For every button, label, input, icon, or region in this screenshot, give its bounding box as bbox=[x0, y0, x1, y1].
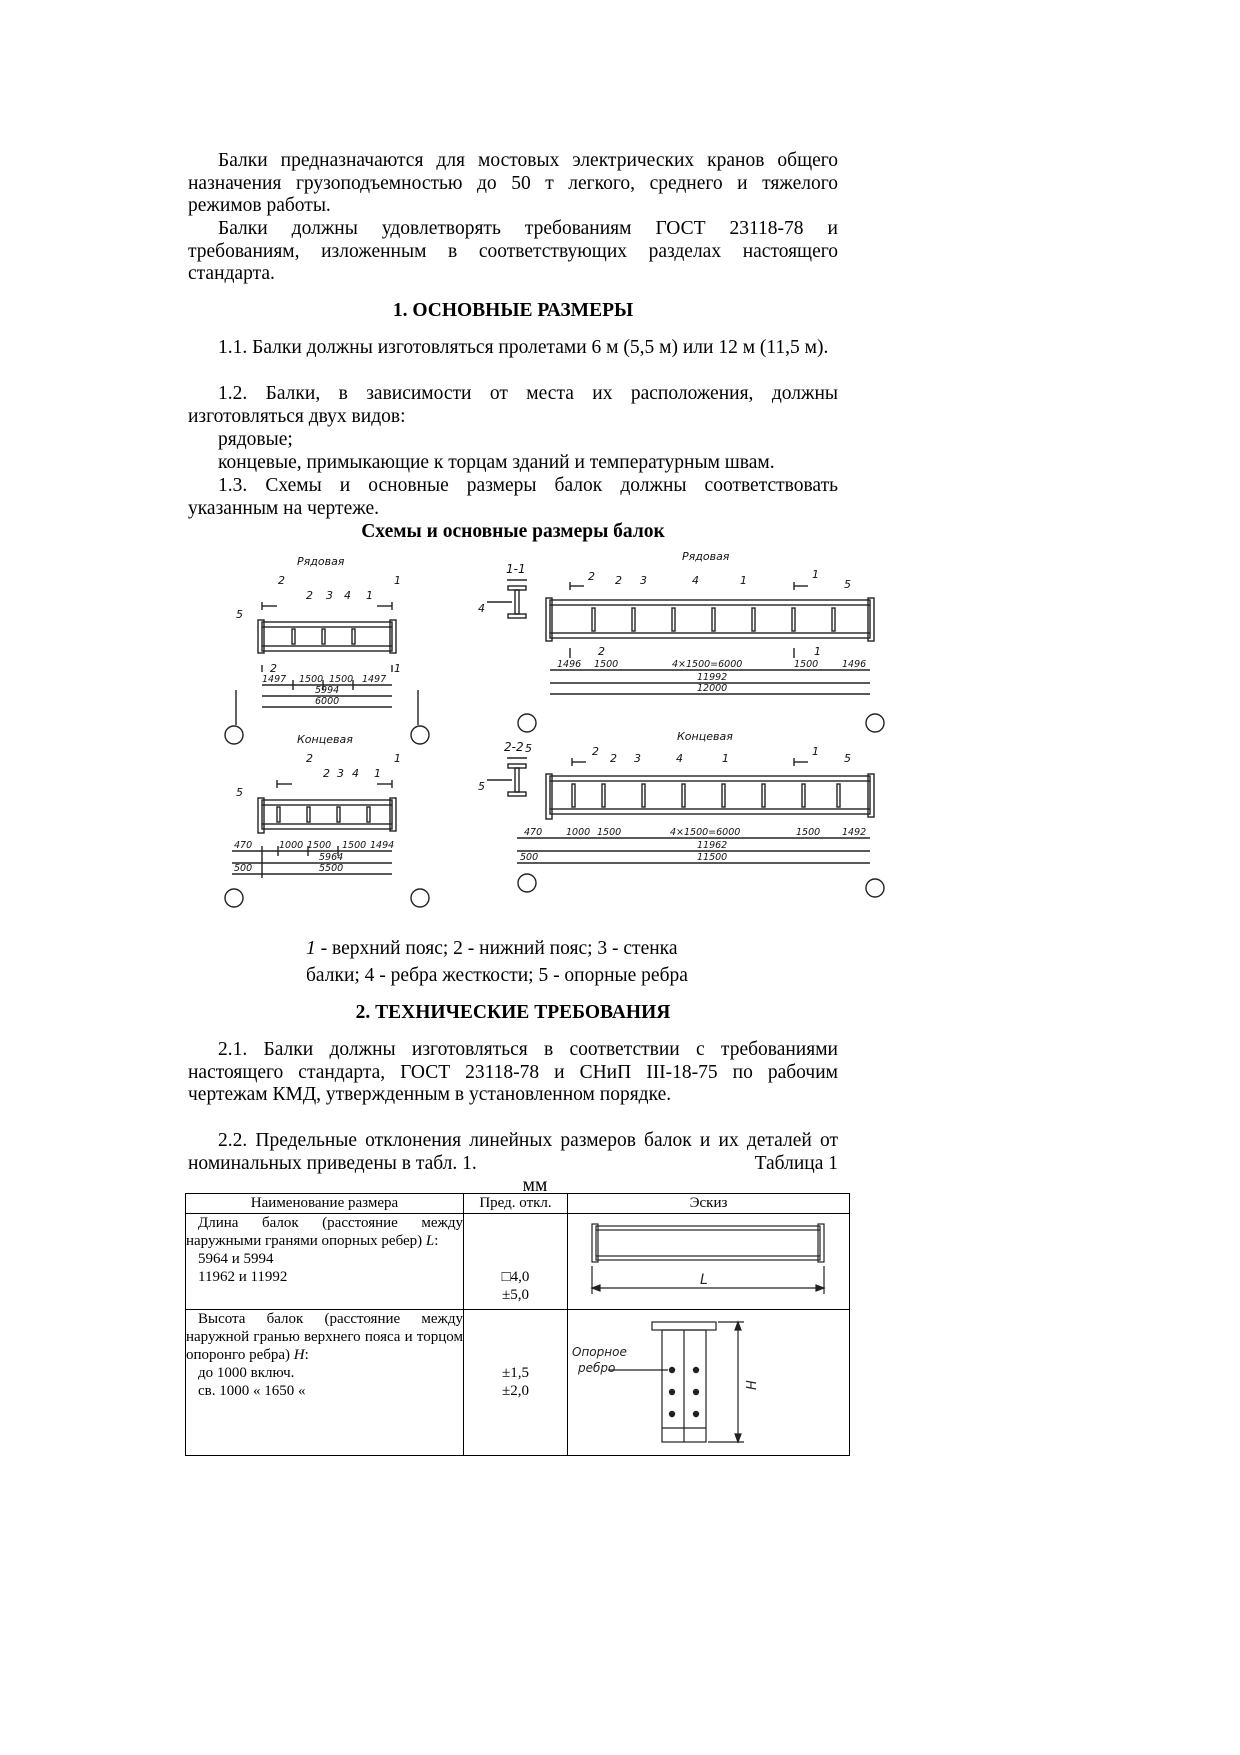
svg-text:1: 1 bbox=[394, 752, 401, 765]
dim-text: 1500 bbox=[329, 674, 354, 685]
svg-text:2: 2 bbox=[270, 662, 277, 675]
svg-text:2: 2 bbox=[306, 752, 313, 765]
clause-1-3: 1.3. Схемы и основные размеры балок должны соответствовать указанным на чертеже. bbox=[188, 475, 838, 519]
row2-tol2: ±2,0 bbox=[502, 1383, 529, 1399]
row2-sub2: св. 1000 « 1650 « bbox=[198, 1383, 306, 1399]
row1-name-cell bbox=[186, 1214, 464, 1310]
table-number: Таблица 1 bbox=[754, 1153, 838, 1174]
intro-paragraph-2: Балки должны удовлетворять требованиям ГОСТ 23118-78 и требованиям, изложенным в соответствующих разделах настоящего стандарта. bbox=[188, 218, 838, 284]
dim-text: 1000 bbox=[279, 840, 304, 851]
row1-tol1: □4,0 bbox=[501, 1269, 530, 1285]
svg-text:4: 4 bbox=[676, 752, 683, 765]
label-konc-small: Концевая bbox=[297, 733, 353, 746]
row2-name: Высота балок (расстояние между наружной гранью верхнего пояса и торцом опоронго ребра) H: bbox=[186, 1311, 463, 1363]
row2-sub1: до 1000 включ. bbox=[198, 1365, 295, 1381]
table-header-row bbox=[186, 1194, 850, 1214]
svg-text:2: 2 bbox=[592, 745, 599, 758]
row2-tolerance-cell bbox=[464, 1310, 568, 1456]
clause-2-2: 2.2. Предельные отклонения линейных размеров балок и их деталей от номинальных приведены в табл. 1. bbox=[188, 1130, 838, 1174]
beam-schemes-drawing bbox=[222, 540, 1012, 940]
dim-text: 1497 bbox=[362, 674, 387, 685]
dim-text: 1500 bbox=[299, 674, 324, 685]
row1-tol1-value: 4,0 bbox=[510, 1269, 530, 1285]
svg-text:4: 4 bbox=[692, 574, 699, 587]
figure-caption-line-1 bbox=[306, 935, 726, 962]
dim-text: 1500 bbox=[796, 827, 821, 838]
row2-name-cell bbox=[186, 1310, 464, 1456]
sketch-H-label: H bbox=[745, 1380, 760, 1390]
row1-sub1: 5964 и 5994 bbox=[198, 1251, 274, 1267]
row1-name-text: Длина балок (расстояние между наружными гранями опорных ребер) bbox=[186, 1215, 463, 1249]
table-row bbox=[186, 1214, 850, 1310]
clause-1-1: 1.1. Балки должны изготовляться пролетами 6 м (5,5 м) или 12 м (11,5 м). bbox=[218, 337, 829, 358]
label-ryad-big: Рядовая bbox=[682, 550, 730, 563]
row2-sketch-cell bbox=[568, 1310, 850, 1456]
svg-text:2: 2 bbox=[588, 570, 595, 583]
svg-text:1: 1 bbox=[722, 752, 729, 765]
table-unit: мм bbox=[522, 1175, 548, 1196]
label-konc-big: Концевая bbox=[677, 730, 733, 743]
dim-text: 5994 bbox=[315, 685, 340, 696]
svg-text:2: 2 bbox=[615, 574, 622, 587]
dim-text: 1500 bbox=[597, 827, 622, 838]
dim-text: 470 bbox=[524, 827, 543, 838]
dim-text: 1494 bbox=[370, 840, 395, 851]
clause-2-1: 2.1. Балки должны изготовляться в соответствии с требованиями настоящего стандарта, ГОСТ 23118-78 и СНиП III-18-75 по рабочим чертежам КМД, утвержденным в установленном порядке. bbox=[188, 1039, 838, 1105]
header-sketch: Эскиз bbox=[568, 1194, 850, 1214]
svg-text:4: 4 bbox=[344, 589, 351, 602]
intro-paragraph-1: Балки предназначаются для мостовых электрических кранов общего назначения грузоподъемностью до 50 т легкого, среднего и тяжелого режимов работы. bbox=[188, 150, 838, 216]
clause-1-2: 1.2. Балки, в зависимости от места их расположения, должны изготовляться двух видов: bbox=[188, 383, 838, 427]
dim-text: 11500 bbox=[697, 852, 728, 863]
dim-text: 5500 bbox=[319, 863, 344, 874]
big-ryad-beam bbox=[518, 582, 884, 732]
dim-text: 11992 bbox=[697, 672, 728, 683]
svg-text:1: 1 bbox=[394, 574, 401, 587]
dim-text: 500 bbox=[520, 852, 539, 863]
dim-text: 1496 bbox=[842, 659, 867, 670]
row1-symbol: L bbox=[425, 1233, 435, 1249]
svg-text:2: 2 bbox=[598, 645, 605, 658]
table-row bbox=[186, 1310, 850, 1456]
header-tolerance: Пред. откл. bbox=[464, 1194, 568, 1214]
svg-text:1: 1 bbox=[740, 574, 747, 587]
section-2-title: 2. ТЕХНИЧЕСКИЕ ТРЕБОВАНИЯ bbox=[355, 1002, 671, 1023]
section-2-2-sketch bbox=[487, 758, 527, 796]
svg-text:2: 2 bbox=[306, 589, 313, 602]
row1-tol2: ±5,0 bbox=[502, 1287, 529, 1303]
section-1-1-sketch bbox=[487, 580, 527, 618]
svg-text:5: 5 bbox=[478, 780, 485, 793]
label-section-2-2: 2-2 bbox=[504, 740, 524, 754]
list-item-ryadovye: рядовые; bbox=[218, 429, 293, 450]
svg-text:1: 1 bbox=[814, 645, 821, 658]
big-konc-dims bbox=[520, 827, 866, 863]
svg-text:1: 1 bbox=[812, 745, 819, 758]
sketch-L-label: L bbox=[700, 1272, 708, 1288]
small-ryad-dims bbox=[262, 674, 386, 707]
svg-text:5: 5 bbox=[236, 786, 243, 799]
dim-text: 1500 bbox=[794, 659, 819, 670]
svg-text:3: 3 bbox=[326, 589, 333, 602]
svg-text:5: 5 bbox=[236, 608, 243, 621]
dim-text: 1500 bbox=[342, 840, 367, 851]
dim-text: 1497 bbox=[262, 674, 287, 685]
row1-sketch-cell bbox=[568, 1214, 850, 1310]
svg-text:5: 5 bbox=[525, 742, 532, 755]
svg-text:2: 2 bbox=[610, 752, 617, 765]
section-1-title: 1. ОСНОВНЫЕ РАЗМЕРЫ bbox=[392, 300, 634, 321]
row1-sub2: 11962 и 11992 bbox=[198, 1269, 288, 1285]
dim-text: 1500 bbox=[594, 659, 619, 670]
svg-text:1: 1 bbox=[366, 589, 373, 602]
svg-text:5: 5 bbox=[844, 752, 851, 765]
dim-text: 1492 bbox=[842, 827, 867, 838]
sketch-support-label-1: Опорное bbox=[572, 1345, 627, 1359]
svg-text:2: 2 bbox=[323, 767, 330, 780]
dim-text: 500 bbox=[234, 863, 253, 874]
height-sketch bbox=[568, 1310, 848, 1450]
dim-text: 4×1500=6000 bbox=[672, 659, 743, 670]
row2-name-text: Высота балок (расстояние между наружной гранью верхнего пояса и торцом опоронго ребра) bbox=[186, 1311, 463, 1363]
row1-name: Длина балок (расстояние между наружными гранями опорных ребер) L: bbox=[186, 1215, 463, 1249]
dim-text: 1496 bbox=[557, 659, 582, 670]
dim-text: 6000 bbox=[315, 696, 340, 707]
svg-text:1: 1 bbox=[394, 662, 401, 675]
svg-text:3: 3 bbox=[640, 574, 647, 587]
svg-text:2: 2 bbox=[278, 574, 285, 587]
figure-title: Схемы и основные размеры балок bbox=[361, 521, 665, 542]
label-ryad-small: Рядовая bbox=[297, 555, 345, 568]
label-section-1-1: 1-1 bbox=[506, 562, 526, 576]
row2-symbol: H bbox=[293, 1347, 305, 1363]
svg-text:5: 5 bbox=[844, 578, 851, 591]
list-item-koncevye: концевые, примыкающие к торцам зданий и температурным швам. bbox=[218, 452, 775, 473]
header-name: Наименование размера bbox=[186, 1194, 464, 1214]
caption-number: 1 bbox=[306, 938, 316, 959]
figure-caption-line-2: балки; 4 - ребра жесткости; 5 - опорные ребра bbox=[306, 965, 688, 986]
dim-text: 1000 bbox=[566, 827, 591, 838]
row2-tol1: ±1,5 bbox=[502, 1365, 529, 1381]
svg-text:1: 1 bbox=[374, 767, 381, 780]
caption-text-1: - верхний пояс; 2 - нижний пояс; 3 - стенка bbox=[315, 938, 678, 959]
row1-tolerance-cell bbox=[464, 1214, 568, 1310]
svg-text:4: 4 bbox=[352, 767, 359, 780]
tolerance-table bbox=[185, 1193, 850, 1456]
svg-text:3: 3 bbox=[634, 752, 641, 765]
svg-text:1: 1 bbox=[812, 568, 819, 581]
dim-text: 470 bbox=[234, 840, 253, 851]
small-konc-dims bbox=[234, 840, 394, 874]
length-sketch bbox=[568, 1214, 848, 1304]
dim-text: 4×1500=6000 bbox=[670, 827, 741, 838]
svg-text:3: 3 bbox=[337, 767, 344, 780]
dim-text: 11962 bbox=[697, 840, 728, 851]
dim-text: 12000 bbox=[697, 683, 728, 694]
sketch-support-label-2: ребро bbox=[578, 1361, 616, 1375]
big-ryad-dims bbox=[557, 659, 866, 694]
dim-text: 1500 bbox=[307, 840, 332, 851]
svg-text:4: 4 bbox=[478, 602, 485, 615]
dim-text: 5964 bbox=[319, 852, 344, 863]
